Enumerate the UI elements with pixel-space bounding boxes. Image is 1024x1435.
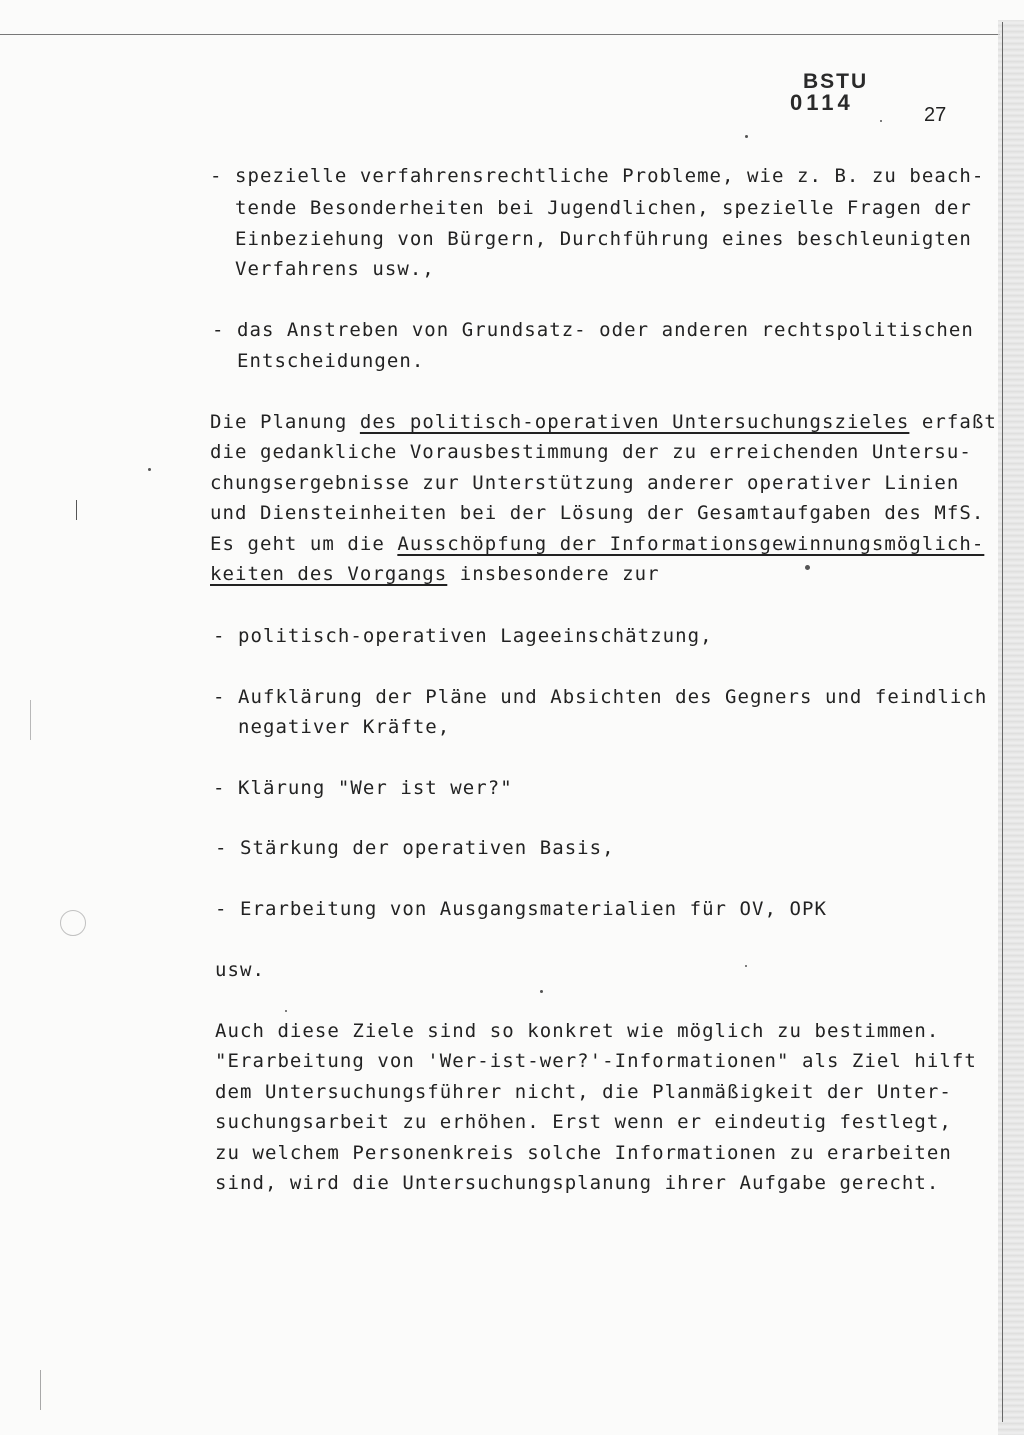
archive-stamp-number: 0114 bbox=[790, 90, 854, 115]
text-segment: Die Planung bbox=[210, 411, 360, 433]
text-line: und Diensteinheiten bei der Lösung der Gesamtaufgaben des MfS. bbox=[210, 502, 985, 524]
text-line: - spezielle verfahrensrechtliche Probleme, wie z. B. zu beach- bbox=[210, 165, 985, 187]
scan-speck bbox=[540, 990, 543, 993]
text-line: usw. bbox=[215, 959, 265, 981]
scan-speck bbox=[805, 565, 810, 570]
underlined-phrase: keiten des Vorgangs bbox=[210, 563, 448, 585]
page-edge-line bbox=[1002, 22, 1003, 1422]
text-segment: Es geht um die bbox=[210, 533, 398, 555]
text-line: die gedankliche Vorausbestimmung der zu erreichenden Untersu- bbox=[210, 441, 972, 463]
text-line: chungsergebnisse zur Unterstützung anderer operativer Linien bbox=[210, 472, 960, 494]
text-line: Entscheidungen. bbox=[212, 350, 425, 372]
text-line: suchungsarbeit zu erhöhen. Erst wenn er eindeutig festlegt, bbox=[215, 1111, 952, 1133]
text-line: - Klärung "Wer ist wer?" bbox=[213, 777, 513, 799]
scan-speck bbox=[148, 468, 151, 471]
text-segment: erfaßt bbox=[909, 411, 997, 433]
scan-speck bbox=[745, 135, 748, 138]
margin-mark bbox=[40, 1370, 41, 1410]
text-line: - politisch-operativen Lageeinschätzung, bbox=[213, 625, 713, 647]
margin-mark bbox=[30, 700, 31, 740]
text-segment: insbesondere zur bbox=[447, 563, 660, 585]
scan-speck bbox=[880, 120, 882, 122]
underlined-phrase: Ausschöpfung der Informationsgewinnungsmöglich- bbox=[397, 533, 985, 555]
margin-mark bbox=[76, 500, 77, 520]
underlined-phrase: des politisch-operativen Untersuchungszieles bbox=[359, 411, 910, 433]
scan-speck bbox=[745, 965, 747, 967]
text-line: tende Besonderheiten bei Jugendlichen, spezielle Fragen der bbox=[210, 197, 972, 219]
archive-stamp-label: BSTU bbox=[803, 70, 869, 93]
text-line: - das Anstreben von Grundsatz- oder anderen rechtspolitischen bbox=[212, 319, 974, 341]
text-line: Einbeziehung von Bürgern, Durchführung eines beschleunigten bbox=[210, 228, 972, 250]
text-line: Auch diese Ziele sind so konkret wie möglich zu bestimmen. bbox=[215, 1020, 940, 1042]
page-edge-top bbox=[0, 34, 1000, 35]
page-number: 27 bbox=[924, 104, 947, 126]
text-line: sind, wird die Untersuchungsplanung ihrer Aufgabe gerecht. bbox=[215, 1172, 940, 1194]
text-line: dem Untersuchungsführer nicht, die Planmäßigkeit der Unter- bbox=[215, 1081, 952, 1103]
text-line: zu welchem Personenkreis solche Informationen zu erarbeiten bbox=[215, 1142, 952, 1164]
text-line: - Stärkung der operativen Basis, bbox=[215, 837, 615, 859]
scan-speck bbox=[60, 910, 86, 936]
text-line: - Aufklärung der Pläne und Absichten des Gegners und feindlich bbox=[213, 686, 988, 708]
text-line bbox=[210, 562, 660, 586]
text-line bbox=[210, 532, 984, 556]
text-line: - Erarbeitung von Ausgangsmaterialien für OV, OPK bbox=[215, 898, 827, 920]
scan-speck bbox=[285, 1010, 287, 1012]
text-line: Verfahrens usw., bbox=[210, 258, 435, 280]
text-line: "Erarbeitung von 'Wer-ist-wer?'-Informationen" als Ziel hilft bbox=[215, 1050, 977, 1072]
text-line: negativer Kräfte, bbox=[213, 716, 451, 738]
text-line bbox=[210, 410, 997, 434]
